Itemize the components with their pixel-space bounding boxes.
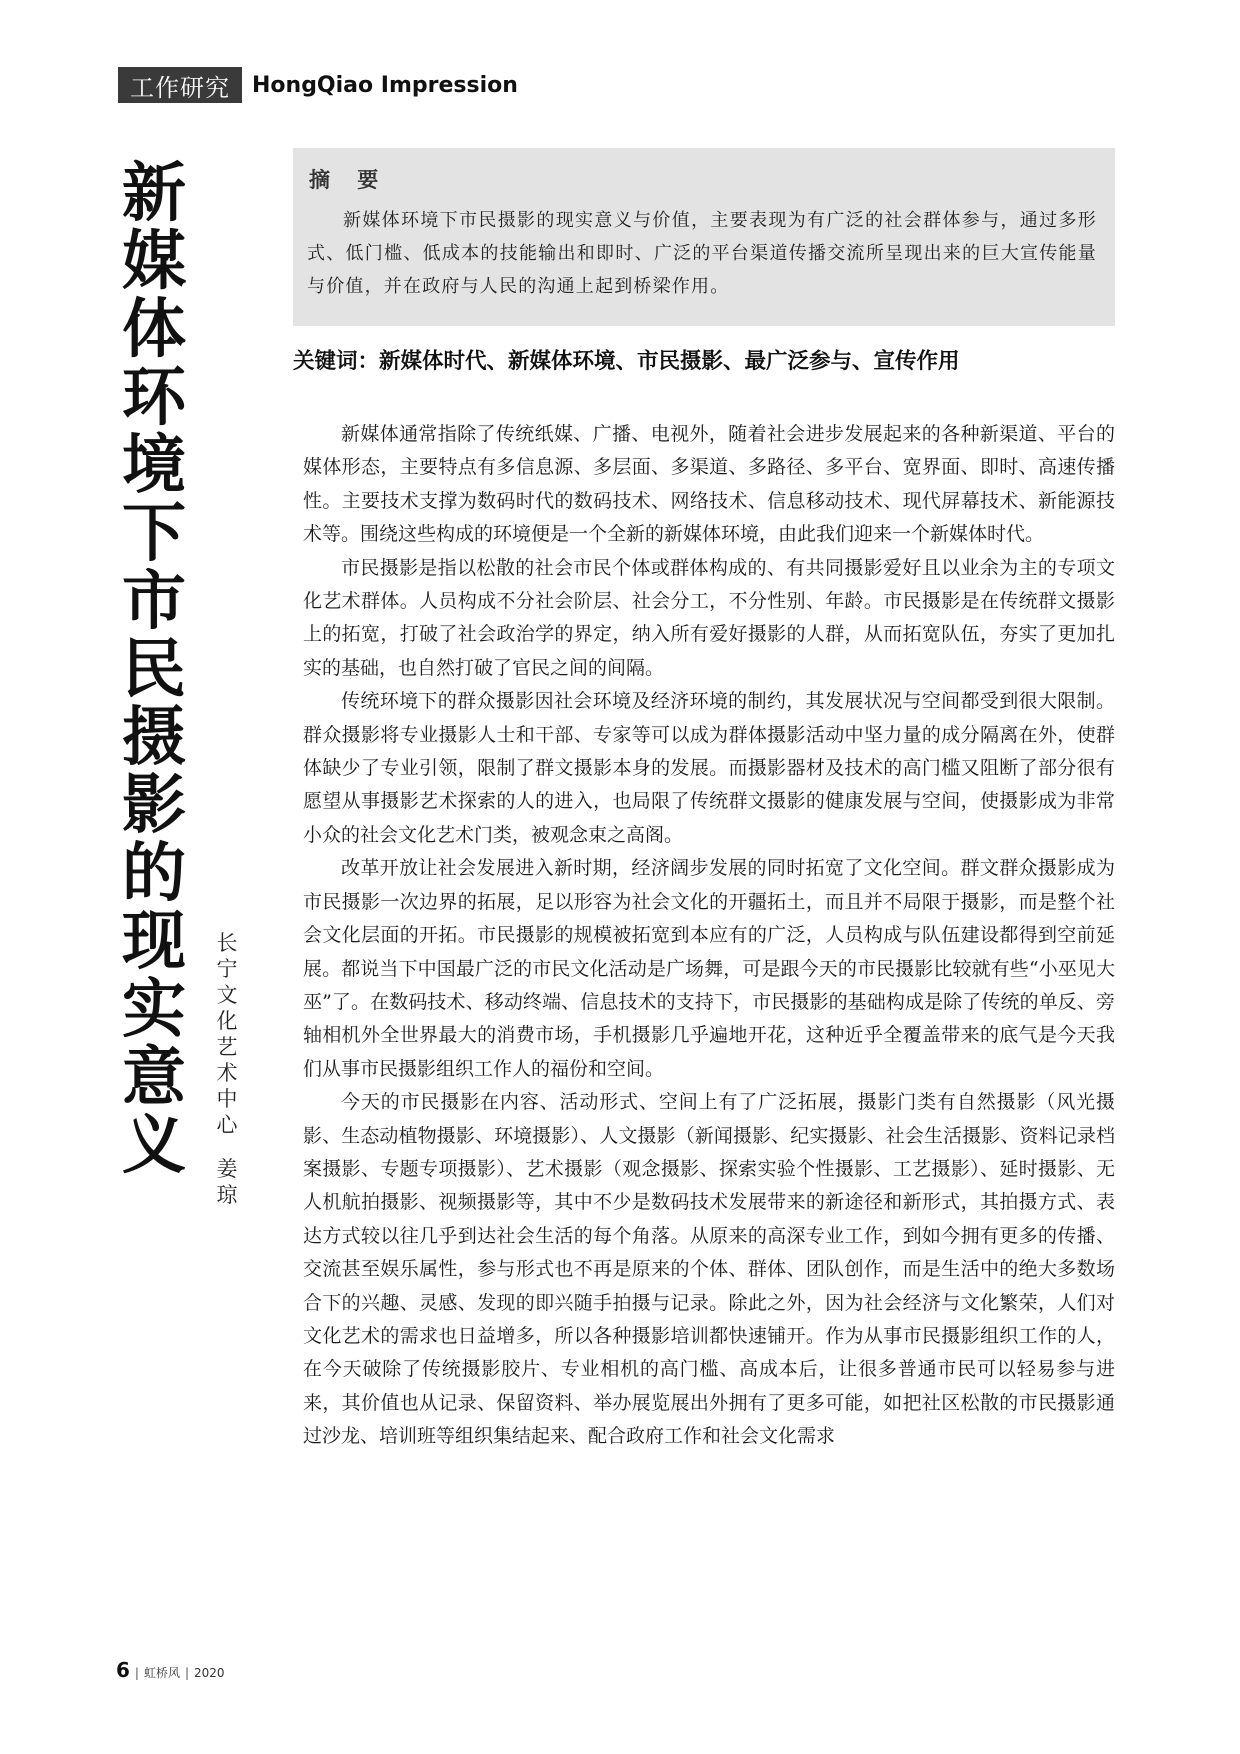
title-char: 媒: [122, 224, 186, 299]
author-org-char: 长: [216, 931, 238, 955]
author-byline: [214, 930, 240, 1208]
section-tag: 工作研究: [118, 67, 242, 103]
page-number: 6: [116, 1658, 130, 1682]
author-org-char: 术: [216, 1061, 238, 1085]
title-char: 意: [122, 1040, 186, 1115]
body-paragraph: 传统环境下的群众摄影因社会环境及经济环境的制约，其发展状况与空间都受到很大限制。群众摄影将专业摄影人士和干部、专家等可以成为群体摄影活动中坚力量的成分隔离在外，使群体缺少了专业引领，限制了群文摄影本身的发展。而摄影器材及技术的高门槛又阻断了部分很有愿望从事摄影艺术探索的人的进入，也局限了传统群文摄影的健康发展与空间，使摄影成为非常小众的社会文化艺术门类，被观念束之高阁。: [303, 690, 1115, 846]
article-title: [118, 156, 190, 1183]
body-paragraph: 新媒体通常指除了传统纸媒、广播、电视外，随着社会进步发展起来的各种新渠道、平台的媒体形态，主要特点有多信息源、多层面、多渠道、多路径、多平台、宽界面、即时、高速传播性。主要技术支撑为数码时代的数码技术、网络技术、信息移动技术、现代屏幕技术、新能源技术等。围绕这些构成的环境便是一个全新的新媒体环境，由此我们迎来一个新媒体时代。: [303, 423, 1115, 546]
publication-name: 虹桥风: [143, 1666, 180, 1680]
article-body: [303, 418, 1115, 1454]
title-char: 境: [122, 428, 186, 503]
title-char: 市: [122, 564, 186, 639]
title-char: 民: [122, 632, 186, 707]
page-header: [118, 67, 518, 103]
author-name-char: 琼: [216, 1183, 238, 1207]
body-paragraph: 改革开放让社会发展进入新时期，经济阔步发展的同时拓宽了文化空间。群文群众摄影成为市民摄影一次边界的拓展，足以形容为社会文化的开疆拓土，而且并不局限于摄影，而是整个社会文化层面的开拓。市民摄影的规模被拓宽到本应有的广泛，人员构成与队伍建设都得到空前延展。都说当下中国最广泛的市民文化活动是广场舞，可是跟今天的市民摄影比较就有些“小巫见大巫”了。在数码技术、移动终端、信息技术的支持下，市民摄影的基础构成是除了传统的单反、旁轴相机外全世界最大的消费市场，手机摄影几乎遍地开花，这种近乎全覆盖带来的底气是今天我们从事市民摄影组织工作人的福份和空间。: [303, 857, 1115, 1080]
body-paragraph: 今天的市民摄影在内容、活动形式、空间上有了广泛拓展，摄影门类有自然摄影（风光摄影、生态动植物摄影、环境摄影）、人文摄影（新闻摄影、纪实摄影、社会生活摄影、资料记录档案摄影、专题专项摄影）、艺术摄影（观念摄影、探索实验个性摄影、工艺摄影）、延时摄影、无人机航拍摄影、视频摄影等，其中不少是数码技术发展带来的新途径和新形式，其拍摄方式、表达方式较以往几乎到达社会生活的每个角落。从原来的高深专业工作，到如今拥有更多的传播、交流甚至娱乐属性，参与形式也不再是原来的个体、群体、团队创作，而是生活中的绝大多数场合下的兴趣、灵感、发现的即兴随手拍摄与记录。除此之外，因为社会经济与文化繁荣，人们对文化艺术的需求也日益增多，所以各种摄影培训都快速铺开。作为从事市民摄影组织工作的人，在今天破除了传统摄影胶片、专业相机的高门槛、高成本后，让很多普通市民可以轻易参与进来，其价值也从记录、保留资料、举办展览展出外拥有了更多可能，如把社区松散的市民摄影通过沙龙、培训班等组织集结起来、配合政府工作和社会文化需求: [303, 1091, 1115, 1448]
author-spacer: [214, 1138, 240, 1156]
body-paragraph: 市民摄影是指以松散的社会市民个体或群体构成的、有共同摄影爱好且以业余为主的专项文化艺术群体。人员构成不分社会阶层、社会分工，不分性别、年龄。市民摄影是在传统群文摄影上的拓宽，打破了社会政治学的界定，纳入所有爱好摄影的人群，从而拓宽队伍，夯实了更加扎实的基础，也自然打破了官民之间的间隔。: [303, 556, 1115, 679]
author-org-char: 文: [216, 983, 238, 1007]
title-char: 影: [122, 768, 186, 843]
author-org-char: 心: [216, 1113, 238, 1137]
title-char: 新: [122, 156, 186, 231]
page-footer: [116, 1658, 225, 1682]
keywords-line: 关键词：新媒体时代、新媒体环境、市民摄影、最广泛参与、宣传作用: [293, 349, 960, 374]
abstract-text: 新媒体环境下市民摄影的现实意义与价值，主要表现为有广泛的社会群体参与，通过多形式、低门槛、低成本的技能输出和即时、广泛的平台渠道传播交流所呈现出来的巨大宣传能量与价值，并在政府与人民的沟通上起到桥梁作用。: [307, 210, 1097, 297]
publication-year: 2020: [194, 1666, 225, 1680]
magazine-name: HongQiao Impression: [252, 72, 518, 98]
footer-divider: |: [134, 1666, 139, 1680]
title-char: 义: [122, 1108, 186, 1183]
footer-divider: |: [184, 1666, 190, 1680]
title-char: 环: [122, 360, 186, 435]
title-char: 现: [122, 904, 186, 979]
abstract-heading: 摘 要: [309, 168, 389, 192]
title-char: 实: [122, 972, 186, 1047]
title-char: 摄: [122, 700, 186, 775]
author-org-char: 中: [216, 1087, 238, 1111]
author-org-char: 宁: [216, 957, 238, 981]
title-char: 体: [122, 292, 186, 367]
author-org-char: 化: [216, 1009, 238, 1033]
author-org-char: 艺: [216, 1035, 238, 1059]
title-char: 的: [122, 836, 186, 911]
abstract-box: [293, 148, 1115, 326]
title-char: 下: [122, 496, 186, 571]
author-name-char: 姜: [216, 1157, 238, 1181]
